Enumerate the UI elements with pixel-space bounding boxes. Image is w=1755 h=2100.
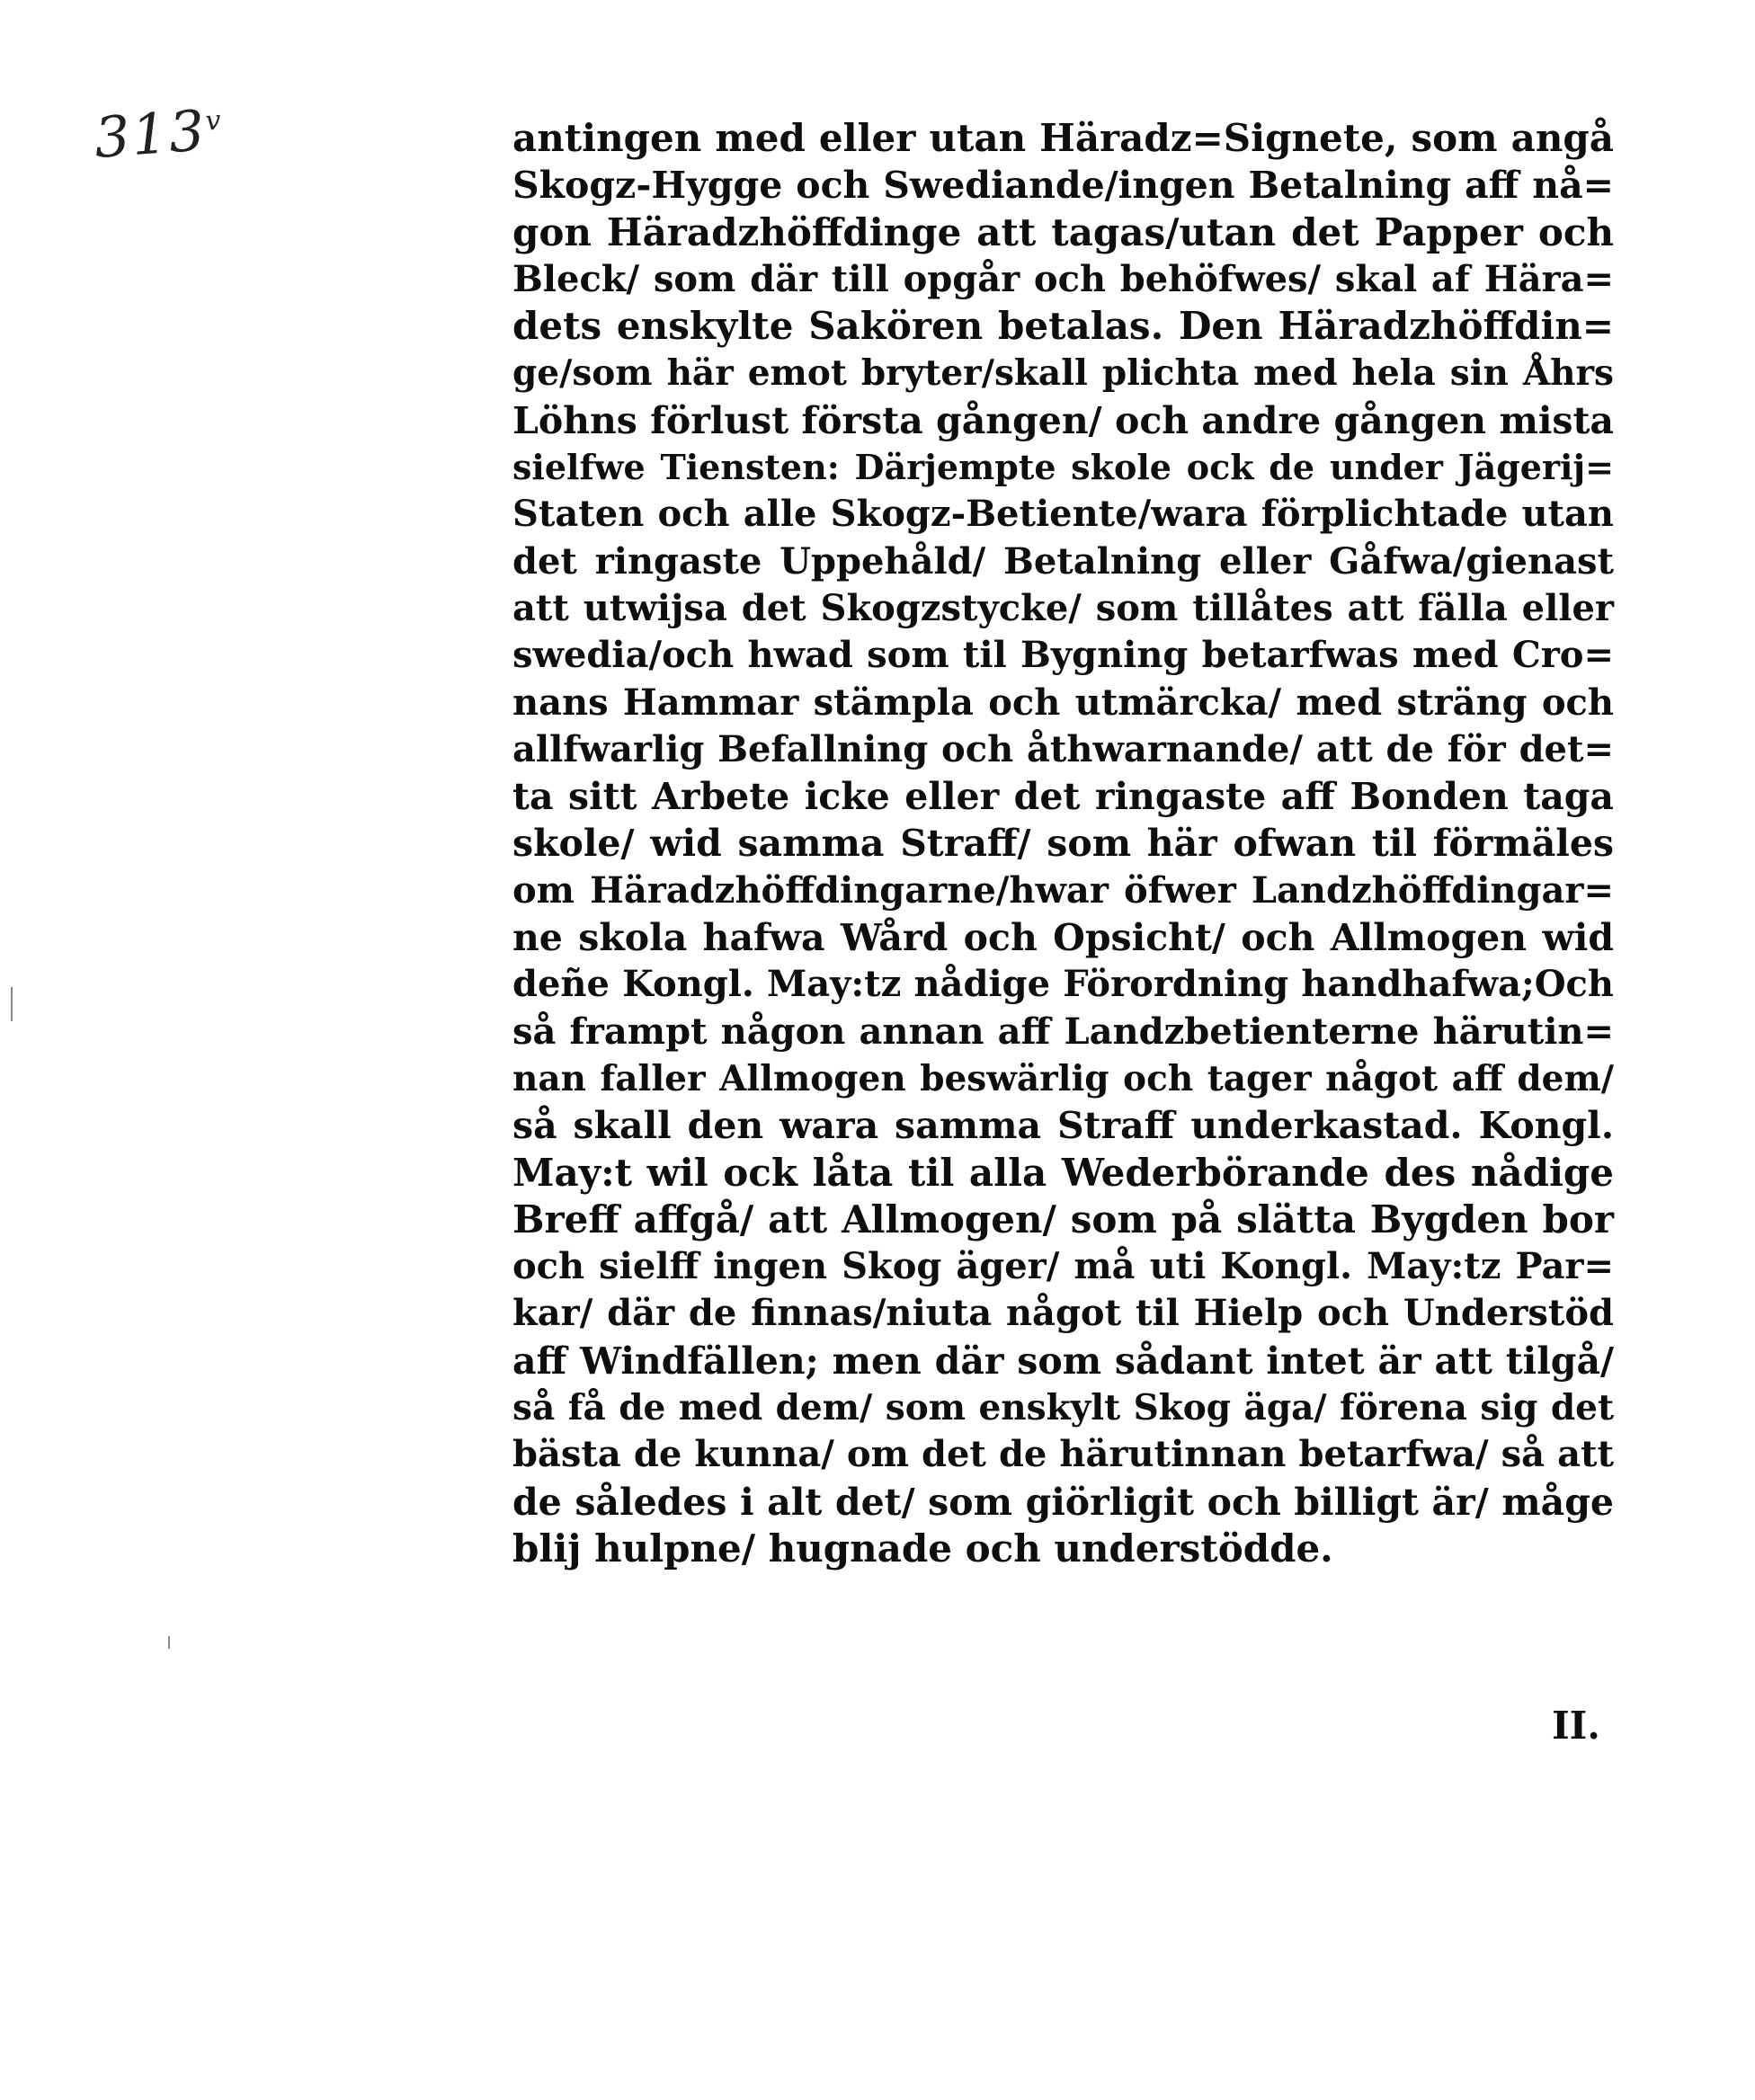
text-line: om Häradzhöffdingarne/hwar öfwer Landzhöffdingar= (512, 868, 1614, 912)
text-line: May:t wil ock låta til alla Wederbörande des nådige (512, 1150, 1614, 1195)
text-line: så frampt någon annan aff Landzbetienterne härutin= (512, 1010, 1614, 1053)
text-line: deñe Kongl. May:tz nådige Förordning handhafwa;Och (512, 963, 1614, 1006)
text-line: ge/som här emot bryter/skall plichta med hela sin Åhrs (512, 352, 1614, 395)
text-line: aff Windfällen; men där som sådant intet är att tilgå/ (512, 1339, 1614, 1383)
text-line: allfwarlig Befallning och åthwarnande/ att de för det= (512, 727, 1614, 770)
text-line: gon Häradzhöffdinge att tagas/utan det Papper och (512, 209, 1614, 254)
text-line: Breff affgå/ att Allmogen/ som på slätta Bygden bor (512, 1197, 1614, 1241)
margin-mark (168, 1636, 170, 1649)
folio-suffix: v (204, 104, 224, 138)
text-line: dets enskylte Sakören betalas. Den Häradzhöffdin= (512, 304, 1614, 349)
text-line: att utwijsa det Skogzstycke/ som tillåtes att fälla eller (512, 586, 1614, 629)
folio-number: 313 (92, 97, 209, 171)
folio-annotation (93, 96, 226, 171)
text-line: nans Hammar stämpla och utmärcka/ med sträng och (512, 681, 1614, 724)
text-line: kar/ där de finnas/niuta något til Hielp och Understöd (512, 1292, 1614, 1335)
text-line: Löhns förlust första gången/ och andre gången mista (512, 398, 1614, 442)
catchword: II. (1552, 1704, 1600, 1748)
body-text (512, 115, 1614, 1572)
text-line: ta sitt Arbete icke eller det ringaste aff Bonden taga (512, 775, 1614, 819)
text-line: de således i alt det/ som giörligit och billigt är/ måge (512, 1480, 1614, 1524)
text-line: Bleck/ som där till opgår och behöfwes/ skal af Hära= (512, 257, 1614, 300)
text-line: nan faller Allmogen beswärlig och tager något aff dem/ (512, 1057, 1614, 1099)
text-line: bästa de kunna/ om det de härutinnan betarfwa/ så att (512, 1433, 1614, 1476)
text-line: Skogz-Hygge och Swediande/ingen Betalning aff nå= (512, 164, 1614, 208)
text-line: swedia/och hwad som til Bygning betarfwas med Cro= (512, 634, 1614, 677)
margin-mark (11, 987, 13, 1021)
text-line: Staten och alle Skogz-Betiente/wara förplichtade utan (512, 493, 1614, 536)
text-line: skole/ wid samma Straff/ som här ofwan til förmäles (512, 822, 1614, 866)
text-line: antingen med eller utan Häradz=Signete, som angå (512, 116, 1614, 160)
text-line: så skall den wara samma Straff underkastad. Kongl. (512, 1104, 1614, 1148)
text-line: sielfwe Tiensten: Därjempte skole ock de under Jägerij= (512, 447, 1614, 488)
text-line: så få de med dem/ som enskylt Skog äga/ förena sig det (512, 1387, 1614, 1429)
text-line: ne skola hafwa Wård och Opsicht/ och Allmogen wid (512, 916, 1614, 960)
text-line: blij hulpne/ hugnade och understödde. (512, 1526, 1333, 1571)
text-line: det ringaste Uppehåld/ Betalning eller Gåfwa/gienast (512, 539, 1614, 583)
text-line: och sielff ingen Skog äger/ må uti Kongl. May:tz Par= (512, 1245, 1614, 1288)
